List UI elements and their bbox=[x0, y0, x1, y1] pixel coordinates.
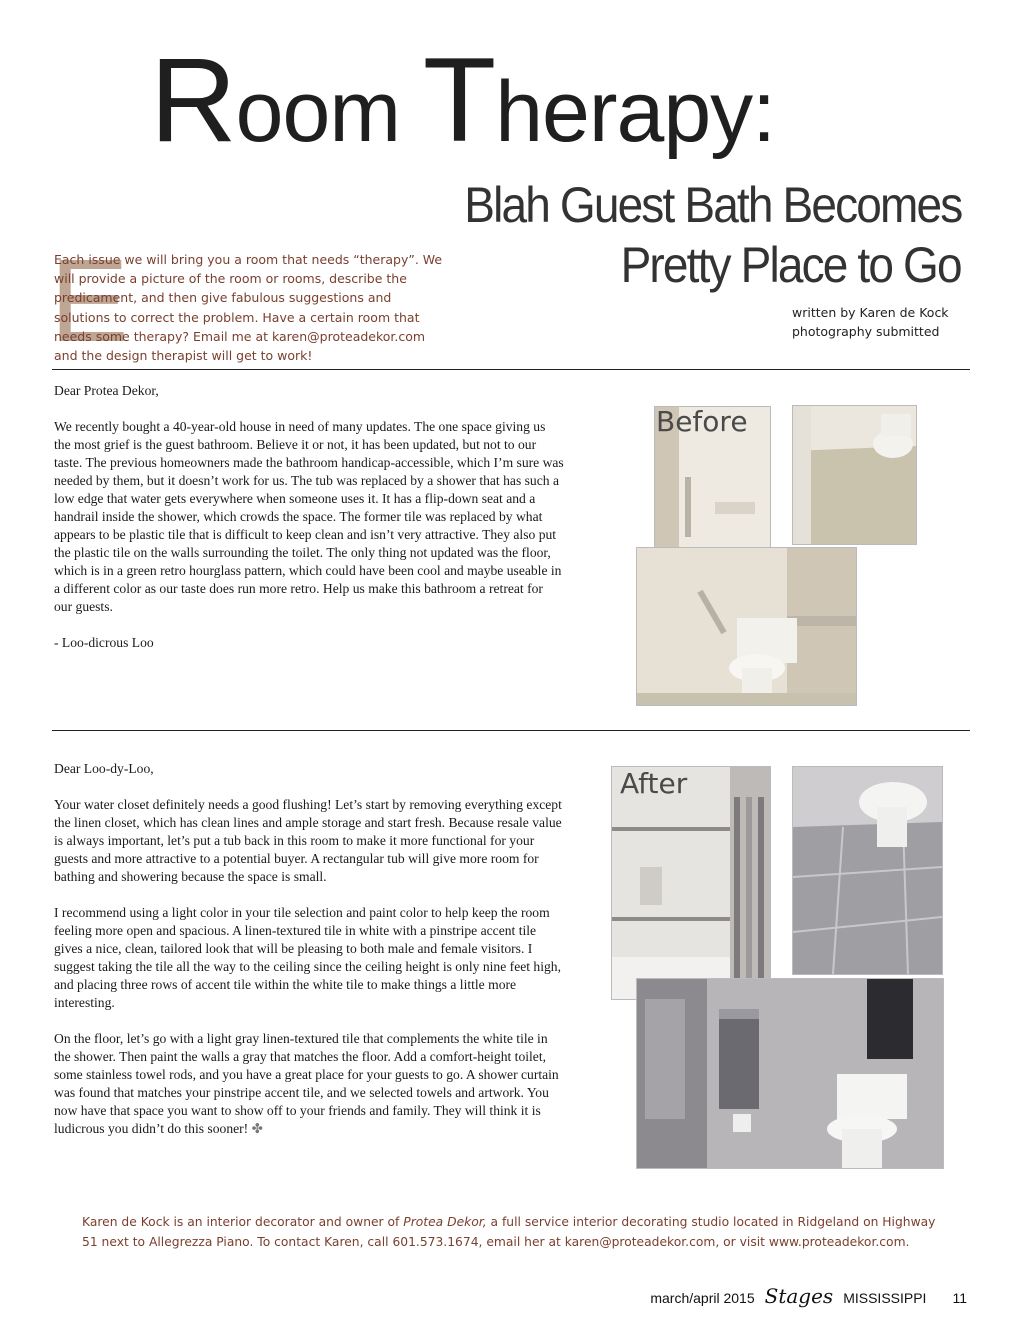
author-bio bbox=[82, 1212, 952, 1252]
intro-text: Each issue we will bring you a room that needs “therapy”. We will provide a picture of the room or rooms, describe the predicament, and then give fabulous suggestions and solutions to correct the problem. Have a certain room that needs some therapy? Email me at karen@proteadekor.com and the design therapist will get to work! bbox=[54, 252, 443, 364]
title-word-room: oom bbox=[235, 64, 423, 160]
letter-salutation: Dear Protea Dekor, bbox=[54, 383, 159, 398]
title-word-therapy: herapy: bbox=[495, 64, 776, 160]
reply-salutation: Dear Loo-dy-Loo, bbox=[54, 761, 154, 776]
divider-top bbox=[52, 369, 970, 370]
reply-paragraph-2: I recommend using a light color in your tile selection and paint color to help keep the room feeling more open and spacious. A linen-textured tile in white with a pinstripe accent tile gives a nice, clean, tailored look that will be pleasing to both male and female visitors. I suggest taking the tile all the way to the ceiling since the ceiling height is only nine feet high, and placing three rows of accent tile within the white tile to make things a little more interesting. bbox=[54, 905, 561, 1010]
reply-paragraph-1: Your water closet definitely needs a good flushing! Let’s start by removing everything except the linen closet, which has clean lines and ample storage and start fresh. Because resale value is always important, let’s put a tub back in this room to make it more functional for your guests and more attractive to a potential buyer. A rectangular tub will give more room for bathing and showering because the space is small. bbox=[54, 797, 562, 884]
byline: written by Karen de Kock bbox=[792, 305, 949, 320]
before-photo-toilet bbox=[637, 548, 856, 705]
letter-body: We recently bought a 40-year-old house in need of many updates. The one space giving us the most grief is the guest bathroom. Believe it or not, it has been updated, but not to our taste. The previous homeowners made the bathroom handicap-accessible, which I’m sure was needed by them, but it doesn’t work for us. The tub was replaced by a shower that has such a low edge that water gets everywhere when someone uses it. It has a flip-down seat and a handrail inside the shower, which crowds the space. The former tile was replaced by what appears to be plastic tile that is difficult to keep clean and isn’t very attractive. They also put the plastic tile on the walls surrounding the toilet. The only thing not updated was the floor, which is in a green retro hourglass pattern, which could have been cool and maybe useable in a different color as our taste does run more retro. Help us make this bathroom a retreat for our guests. bbox=[54, 419, 564, 614]
title-initial-r: R bbox=[150, 33, 236, 167]
page-number: 11 bbox=[952, 1290, 967, 1306]
page-footer bbox=[650, 1284, 967, 1308]
page-title bbox=[150, 33, 776, 167]
reply-paragraph-3-text: On the floor, let’s go with a light gray linen-textured tile that complements the white tile in the shower. Then paint the walls a gray that matches the floor. Add a comfort-height toilet, some stainless towel rods, and you have a great place for your guests to go. A shower curtain was found that matches your pinstripe accent tile, and we selected towels and artwork. You now have that space you want to show off to your friends and family. They will think it is ludicrous you didn’t do this sooner! bbox=[54, 1031, 559, 1136]
title-initial-t: T bbox=[422, 33, 496, 167]
before-label: Before bbox=[656, 405, 748, 438]
letter-section bbox=[54, 382, 564, 670]
bio-company: Protea Dekor, bbox=[403, 1215, 487, 1229]
subtitle-line-1: Blah Guest Bath Becomes bbox=[463, 177, 961, 233]
after-photo-toilet bbox=[637, 979, 943, 1168]
photo-credit: photography submitted bbox=[792, 324, 940, 339]
letter-signature: - Loo-dicrous Loo bbox=[54, 635, 154, 650]
reply-section bbox=[54, 760, 564, 1138]
bio-text-end: a full service interior decorating studio located in Ridgeland on Highway 51 next to Allegrezza Piano. To contact Karen, call 601.573.1674, email her at karen@proteadekor.com, or visit www.proteadekor.com. bbox=[82, 1215, 936, 1249]
footer-issue: march/april 2015 bbox=[650, 1290, 755, 1306]
before-photo-floor bbox=[793, 406, 916, 544]
footer-state: MISSISSIPPI bbox=[843, 1290, 927, 1306]
end-mark-icon: ✤ bbox=[251, 1121, 263, 1136]
after-photo-shower bbox=[612, 767, 770, 999]
after-photo-floor bbox=[793, 767, 942, 974]
divider-middle bbox=[52, 730, 970, 731]
after-label: After bbox=[620, 767, 688, 800]
drop-cap: E bbox=[50, 235, 129, 367]
bio-text-start: Karen de Kock is an interior decorator and owner of bbox=[82, 1215, 404, 1229]
intro-block bbox=[50, 235, 444, 367]
reply-paragraph-3 bbox=[54, 1030, 564, 1138]
subtitle-line-2: Pretty Place to Go bbox=[620, 237, 961, 293]
credits bbox=[792, 303, 992, 341]
footer-magazine: Stages bbox=[764, 1284, 834, 1308]
